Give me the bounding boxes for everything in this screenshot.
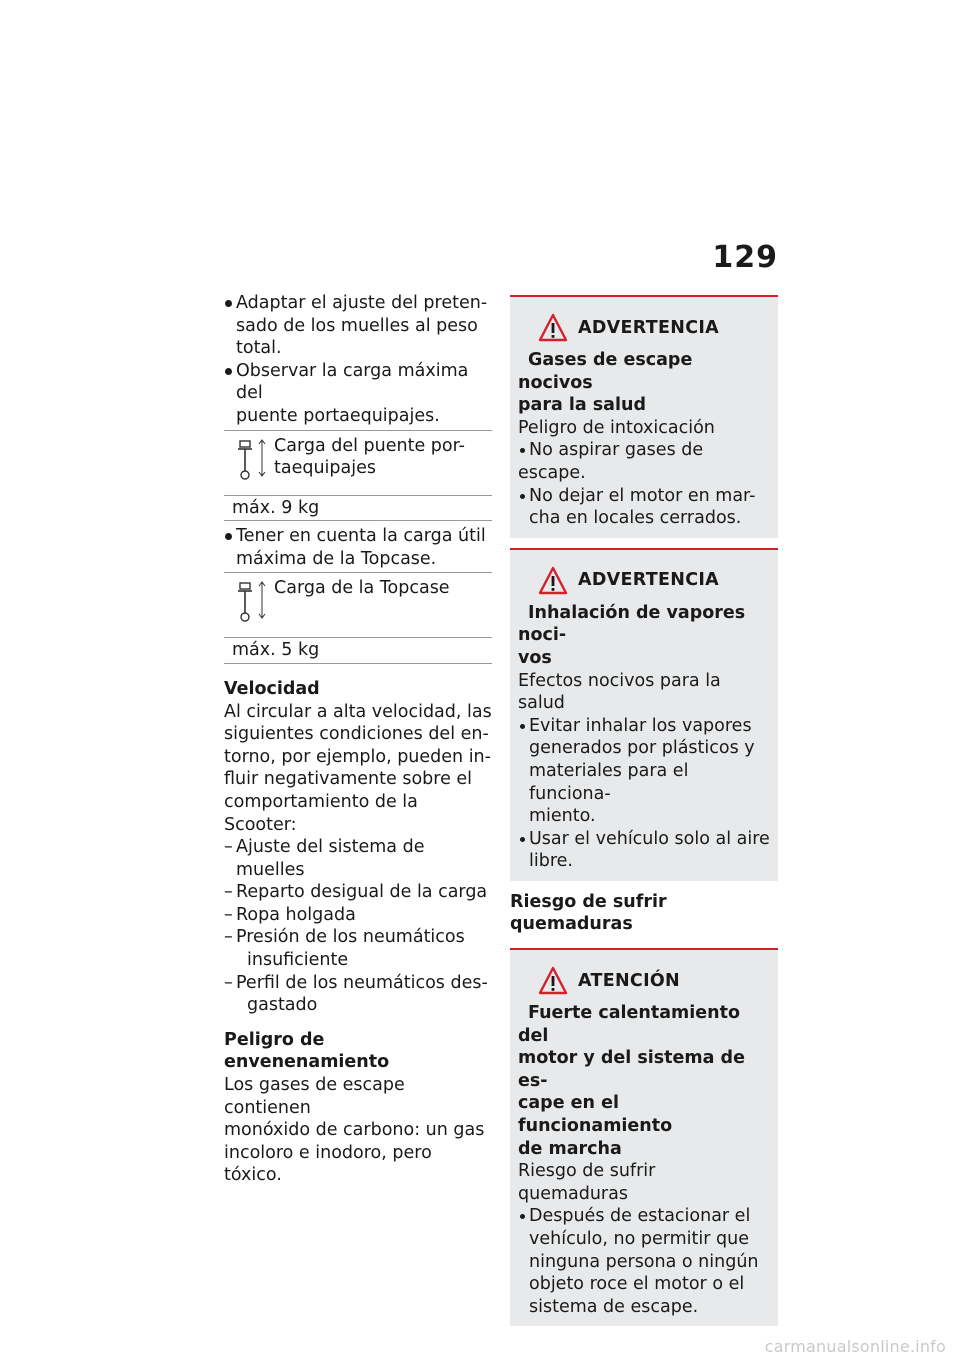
list-item bbox=[224, 881, 492, 904]
list-item-line: Evitar inhalar los vapores bbox=[529, 715, 752, 736]
list-item bbox=[518, 485, 770, 530]
warning-box-exhaust bbox=[510, 295, 778, 538]
paragraph-line: siguientes condiciones del en- bbox=[224, 724, 489, 745]
paragraph-poisoning bbox=[224, 1074, 492, 1187]
list-item bbox=[224, 525, 492, 570]
paragraph-line: fluir negativamente sobre el bbox=[224, 769, 473, 790]
warning-header bbox=[518, 564, 770, 598]
spec-value: máx. 5 kg bbox=[224, 638, 492, 664]
list-item-line: Reparto desigual de la carga bbox=[236, 882, 488, 903]
list-item-line: puente portaequipajes. bbox=[236, 405, 440, 426]
list-item-line: total. bbox=[236, 338, 282, 359]
luggage-rack-load-icon bbox=[232, 577, 274, 629]
warning-subtitle-line: motor y del sistema de es- bbox=[518, 1048, 745, 1091]
list-item bbox=[518, 1205, 770, 1318]
list-item-line: insuficiente bbox=[247, 950, 349, 971]
left-column bbox=[224, 292, 492, 1187]
warning-subtitle bbox=[518, 1002, 770, 1160]
list-item bbox=[224, 836, 492, 881]
list-item-line: objeto roce el motor o el bbox=[529, 1274, 745, 1295]
list-item bbox=[224, 904, 492, 927]
list-item-line: Presión de los neumáticos bbox=[236, 927, 465, 948]
list-item-line: máxima de la Topcase. bbox=[236, 548, 437, 569]
warning-box-vapors bbox=[510, 548, 778, 881]
list-item-line: Observar la carga máxima del bbox=[236, 360, 469, 404]
spec-label bbox=[274, 577, 492, 629]
paragraph-line: comportamiento de la Scooter: bbox=[224, 791, 418, 835]
list-item bbox=[224, 360, 492, 428]
list-item-line: ninguna persona o ningún bbox=[529, 1251, 759, 1272]
spec-table-rack-load bbox=[224, 430, 492, 522]
list-item-line: No aspirar gases de escape. bbox=[518, 440, 704, 483]
spec-header bbox=[224, 431, 492, 496]
paragraph-line: Al circular a alta velocidad, las bbox=[224, 701, 492, 722]
list-item-line: miento. bbox=[529, 806, 596, 827]
warning-triangle-icon bbox=[538, 566, 568, 596]
list-item bbox=[518, 715, 770, 828]
paragraph-line: monóxido de carbono: un gas bbox=[224, 1120, 485, 1141]
section-title-poisoning: Peligro de envenenamiento bbox=[224, 1029, 390, 1073]
section-title-speed: Velocidad bbox=[224, 678, 320, 699]
list-item-line: Tener en cuenta la carga útil bbox=[236, 526, 486, 547]
list-item-line: vehículo, no permitir que bbox=[529, 1229, 749, 1249]
warning-subtitle-line: vos bbox=[518, 647, 552, 668]
list-item-line: materiales para el funciona- bbox=[529, 760, 689, 804]
luggage-rack-load-icon bbox=[232, 435, 274, 487]
list-item bbox=[224, 292, 492, 360]
spec-label-line: Carga de la Topcase bbox=[274, 578, 450, 599]
list-item bbox=[224, 972, 492, 1017]
warning-title: ADVERTENCIA bbox=[578, 317, 719, 338]
watermark: carmanualsonline.info bbox=[764, 1337, 946, 1356]
warning-subtitle-line: de marcha bbox=[518, 1138, 622, 1159]
paragraph-line: incoloro e inodoro, pero tóxico. bbox=[224, 1142, 432, 1186]
list-item bbox=[224, 926, 492, 971]
warning-subtitle-line: Gases de escape nocivos bbox=[518, 350, 693, 393]
spec-header bbox=[224, 573, 492, 638]
list-item-line: cha en locales cerrados. bbox=[529, 508, 742, 529]
list-item-line: Usar el vehículo solo al aire bbox=[529, 828, 770, 849]
warning-triangle-icon bbox=[538, 966, 568, 996]
warning-title: ATENCIÓN bbox=[578, 970, 680, 991]
warning-description: Efectos nocivos para la salud bbox=[518, 670, 721, 714]
page-number: 129 bbox=[712, 240, 778, 275]
right-column bbox=[510, 295, 778, 1336]
warning-triangle-icon bbox=[538, 313, 568, 343]
list-item-line: sistema de escape. bbox=[529, 1296, 699, 1317]
list-item-line: No dejar el motor en mar- bbox=[529, 485, 756, 506]
paragraph-line: torno, por ejemplo, pueden in- bbox=[224, 746, 491, 767]
list-item-line: sado de los muelles al peso bbox=[236, 315, 478, 336]
warning-description: Riesgo de sufrir quemaduras bbox=[518, 1161, 656, 1204]
list-item-line: Después de estacionar el bbox=[529, 1206, 751, 1227]
list-item-line: Ajuste del sistema de muelles bbox=[236, 837, 425, 880]
spec-label-line: Carga del puente por- bbox=[274, 435, 465, 456]
list-item-line: Ropa holgada bbox=[236, 904, 356, 925]
warning-header bbox=[518, 964, 770, 998]
caution-box-burns bbox=[510, 948, 778, 1326]
warning-subtitle-line: Fuerte calentamiento del bbox=[518, 1003, 740, 1046]
list-item-line: generados por plásticos y bbox=[529, 738, 755, 759]
list-item bbox=[518, 439, 770, 484]
warning-subtitle bbox=[518, 602, 770, 670]
list-item-line: gastado bbox=[247, 995, 318, 1016]
warning-subtitle bbox=[518, 349, 770, 417]
list-item bbox=[518, 828, 770, 873]
list-item-line: libre. bbox=[529, 851, 573, 872]
spec-label-line: taequipajes bbox=[274, 458, 376, 479]
warning-title: ADVERTENCIA bbox=[578, 570, 719, 591]
warning-description: Peligro de intoxicación bbox=[518, 417, 715, 438]
spec-label bbox=[274, 435, 492, 487]
list-item-line: Adaptar el ajuste del preten- bbox=[236, 293, 488, 313]
warning-subtitle-line: para la salud bbox=[518, 395, 646, 416]
warning-header bbox=[518, 311, 770, 345]
spec-table-topcase-load bbox=[224, 572, 492, 664]
spec-value: máx. 9 kg bbox=[224, 496, 492, 522]
warning-subtitle-line: cape en el funcionamiento bbox=[518, 1093, 673, 1137]
section-title-burns: Riesgo de sufrir quemaduras bbox=[510, 891, 667, 935]
paragraph-speed bbox=[224, 701, 492, 837]
list-item-line: Perfil de los neumáticos des- bbox=[236, 972, 488, 993]
paragraph-line: Los gases de escape contienen bbox=[224, 1075, 405, 1118]
warning-subtitle-line: Inhalación de vapores noci- bbox=[518, 602, 746, 646]
